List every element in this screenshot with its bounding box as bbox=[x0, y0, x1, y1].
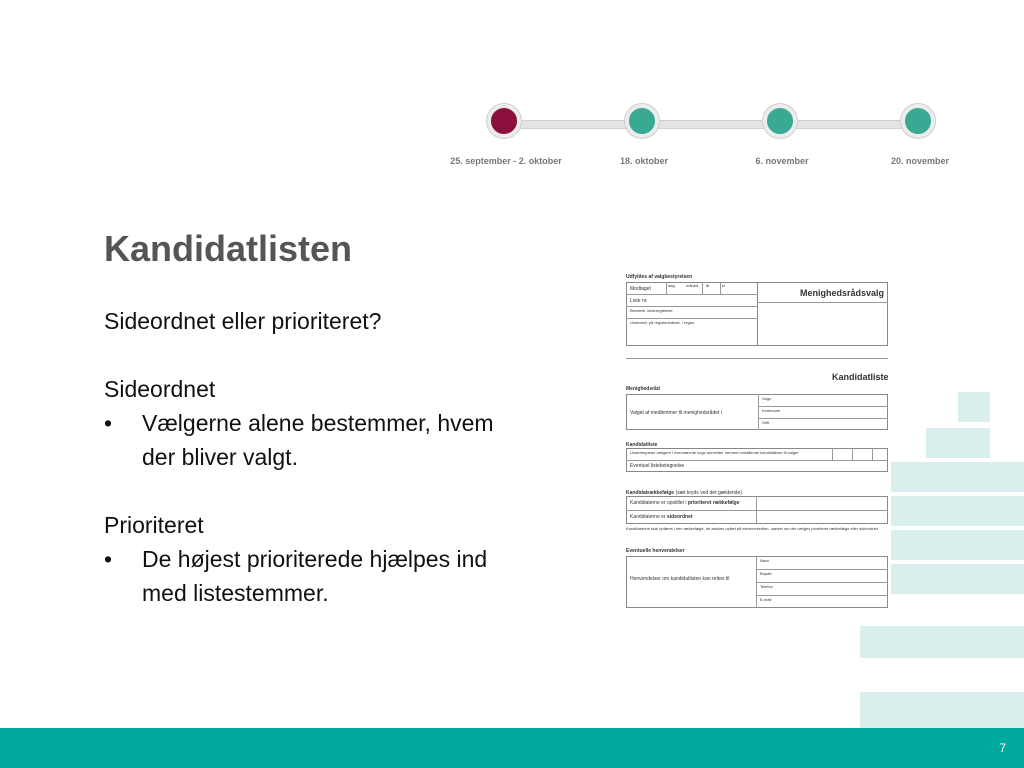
decor-block bbox=[860, 626, 1024, 658]
form-remarks: Bemærk. kirkeregisteret bbox=[630, 308, 673, 313]
form-received: Modtaget bbox=[630, 286, 651, 292]
decor-block bbox=[860, 692, 1024, 728]
form-month: måned bbox=[686, 283, 699, 288]
form-header: Udfyldes af valgbestyrelsen bbox=[626, 274, 693, 280]
slide-body bbox=[104, 304, 594, 610]
form-contact-field: Bopæl bbox=[760, 571, 772, 576]
timeline-dot-icon bbox=[487, 104, 521, 138]
form-contact-field: E-mail bbox=[760, 597, 772, 602]
timeline-dot-icon bbox=[901, 104, 935, 138]
form-big-title: Menighedsrådsvalg bbox=[800, 288, 885, 298]
bullet-item bbox=[104, 542, 594, 610]
section-heading-sideordnet: Sideordnet bbox=[104, 376, 216, 402]
form-year: år bbox=[706, 283, 710, 288]
question-text: Sideordnet eller prioriteret? bbox=[104, 308, 382, 334]
bullet-icon: • bbox=[104, 546, 113, 572]
form-order-option-1 bbox=[630, 500, 740, 506]
form-order-heading-text: Kandidatrækkefølge bbox=[626, 490, 675, 496]
decor-block bbox=[890, 462, 1024, 492]
slide-title: Kandidatlisten bbox=[104, 228, 353, 269]
decor-block bbox=[926, 428, 990, 458]
form-list-heading: Kandidatliste bbox=[626, 442, 658, 448]
timeline-track bbox=[506, 120, 920, 129]
form-municipality: Kommune bbox=[762, 408, 781, 413]
form-council-heading: Menighedsråd bbox=[626, 386, 660, 392]
timeline-label: 6. november bbox=[755, 156, 809, 166]
timeline-label: 25. september - 2. oktober bbox=[450, 156, 562, 166]
form-list-text: Undertegnede vælgere i ovennævnte sogn anmelder hermed omstående kandidatliste til valget bbox=[630, 450, 799, 455]
form-order-option-2 bbox=[630, 514, 693, 520]
form-parish: Sogn bbox=[762, 396, 772, 401]
bullet-line: med listestemmer. bbox=[142, 580, 329, 606]
form-order-opt1-prefix: Kandidaterne er opstillet i bbox=[630, 500, 688, 506]
timeline-dot-icon bbox=[763, 104, 797, 138]
bullet-item bbox=[104, 406, 594, 474]
form-forward: Underrett. på registerindtast. / regist. bbox=[630, 320, 695, 325]
form-contact-field: Navn bbox=[760, 558, 770, 563]
form-time: kl. bbox=[722, 283, 726, 288]
kandidatliste-form bbox=[626, 272, 891, 612]
form-list-no: Liste nr. bbox=[630, 298, 648, 304]
form-order-heading-suffix: (sæt kryds ved det gældende) bbox=[674, 490, 742, 496]
form-contact-text: Henvendelser om kandidatlisten kan rettes til bbox=[630, 576, 730, 582]
bullet-line: De højest prioriterede hjælpes ind bbox=[142, 546, 488, 572]
bullet-line: Vælgerne alene bestemmer, hvem bbox=[142, 410, 494, 436]
form-subtitle: Kandidatliste bbox=[832, 372, 889, 382]
timeline-label: 18. oktober bbox=[619, 156, 669, 166]
decor-block bbox=[890, 496, 1024, 526]
form-order-opt2-prefix: Kandidaterne er bbox=[630, 514, 667, 520]
section-heading-prioriteret: Prioriteret bbox=[104, 512, 204, 538]
form-stift: Stift bbox=[762, 420, 769, 425]
form-day: dag bbox=[668, 283, 675, 288]
timeline-label: 20. november bbox=[890, 156, 950, 166]
form-order-opt2-bold: sideordnet bbox=[666, 514, 693, 520]
footer-bar bbox=[0, 728, 1024, 768]
page-number: 7 bbox=[999, 741, 1006, 755]
decor-block bbox=[890, 530, 1024, 560]
form-contact-field: Telefon bbox=[760, 584, 773, 589]
timeline bbox=[440, 100, 960, 180]
timeline-dot-icon bbox=[625, 104, 659, 138]
form-order-opt1-bold: prioriteret rækkefølge bbox=[687, 500, 740, 506]
form-order-note: Kandidaterne skal opføres i den rækkefølge, de ønskes opført på stemmesedlen, uanset om der vælges prioriteret rækkefølge eller sideordnet bbox=[626, 526, 878, 531]
decor-block bbox=[890, 564, 1024, 594]
bullet-line: der bliver valgt. bbox=[142, 444, 298, 470]
form-list-name: Eventuel listebetegnelse bbox=[630, 463, 685, 469]
form-contact-heading: Eventuelle henvendelser bbox=[626, 548, 685, 554]
decor-block bbox=[958, 392, 990, 422]
bullet-icon: • bbox=[104, 410, 113, 436]
form-council-text: Valget af medlemmer til menighedsrådet i bbox=[630, 410, 722, 416]
